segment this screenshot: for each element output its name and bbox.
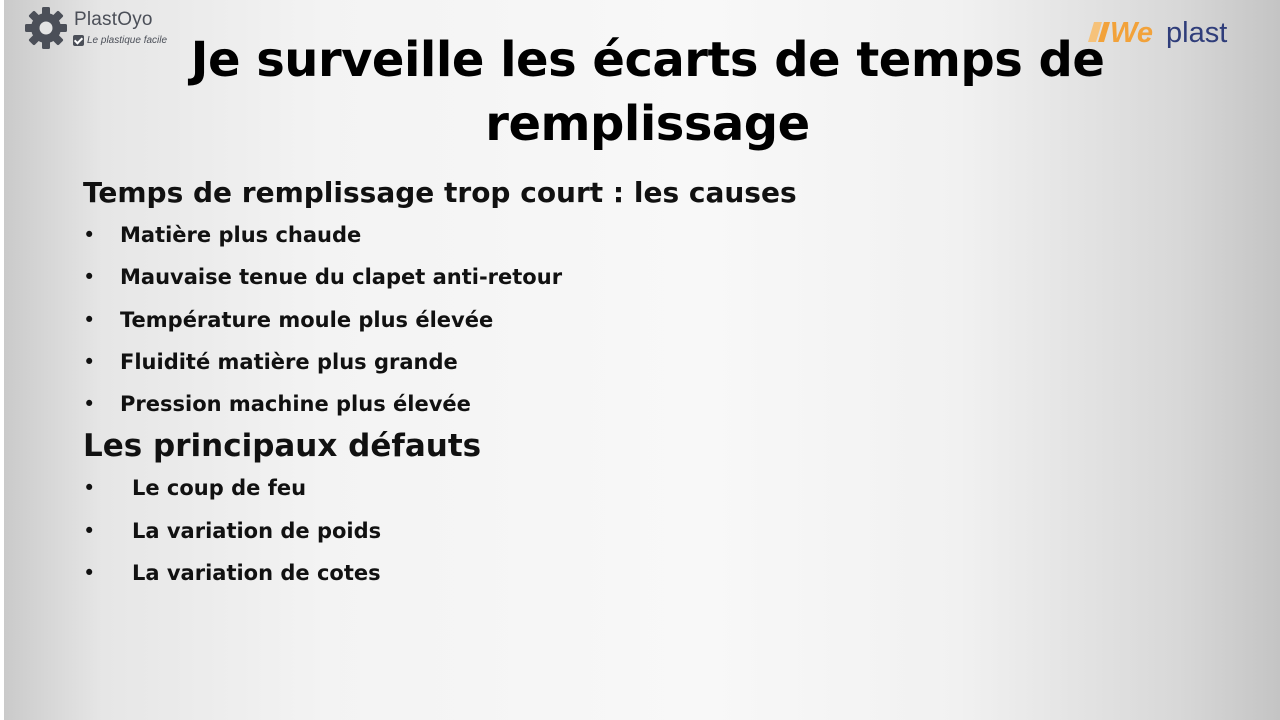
bullet-icon: • xyxy=(83,518,96,543)
list-item xyxy=(83,341,983,383)
list-item-text: La variation de cotes xyxy=(132,561,381,586)
list-item-text: Fluidité matière plus grande xyxy=(120,349,458,374)
bullet-icon: • xyxy=(83,392,96,417)
list-item xyxy=(83,383,983,425)
list-item xyxy=(83,510,983,552)
bullet-icon: • xyxy=(83,223,96,247)
bullet-icon: • xyxy=(83,307,96,332)
list-item xyxy=(83,299,983,341)
weplast-prefix: We xyxy=(1110,17,1153,49)
plastoyo-brand-name: PlastOyo xyxy=(74,9,153,30)
defects-list xyxy=(83,467,983,594)
list-item-text: Température moule plus élevée xyxy=(120,307,494,332)
plastoyo-tagline: Le plastique facile xyxy=(87,34,168,46)
slide-left-edge xyxy=(0,0,4,720)
bullet-icon: • xyxy=(83,349,96,374)
gear-icon xyxy=(20,6,72,50)
bullet-icon: • xyxy=(83,476,96,501)
slide-title: Je surveille les écarts de temps de remplissage xyxy=(190,32,1105,152)
slide-content xyxy=(83,172,983,594)
causes-list xyxy=(83,214,983,425)
defects-heading: Les principaux défauts xyxy=(83,428,482,465)
list-item-text: Le coup de feu xyxy=(132,476,307,501)
list-item-text: Matière plus chaude xyxy=(120,223,362,247)
plastoyo-tagline-row xyxy=(73,33,167,47)
list-item xyxy=(83,214,983,256)
list-item xyxy=(83,256,983,298)
list-item-text: Mauvaise tenue du clapet anti-retour xyxy=(120,265,563,290)
weplast-suffix: plast xyxy=(1166,17,1228,49)
list-item-text: Pression machine plus élevée xyxy=(120,392,471,417)
bullet-icon: • xyxy=(83,561,96,586)
bullet-icon: • xyxy=(83,265,96,290)
list-item-text: La variation de poids xyxy=(132,518,382,543)
list-item xyxy=(83,552,983,594)
checkbox-icon xyxy=(73,35,84,46)
list-item xyxy=(83,467,983,509)
causes-heading: Temps de remplissage trop court : les causes xyxy=(83,176,797,209)
